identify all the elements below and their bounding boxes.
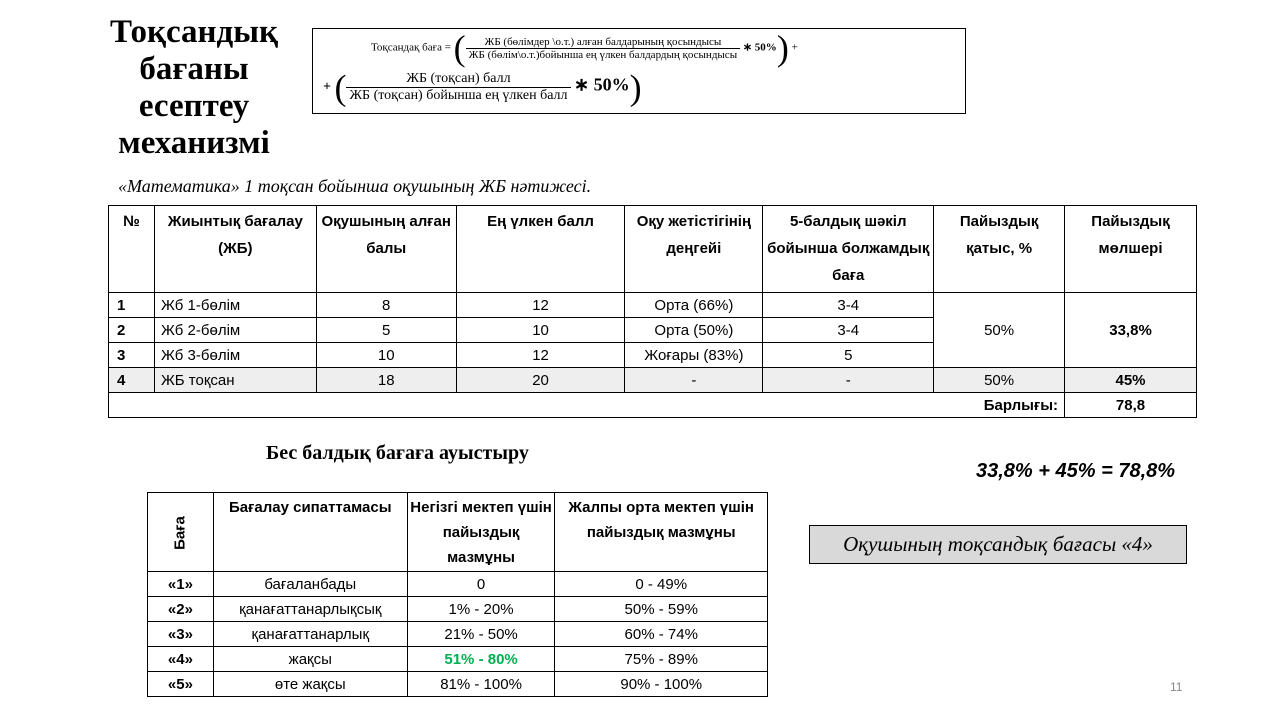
achievement-level: Орта (66%) bbox=[625, 293, 763, 318]
max-score: 12 bbox=[456, 293, 625, 318]
row-number: 3 bbox=[109, 343, 155, 368]
table-row bbox=[148, 597, 768, 622]
predicted-grade: 3-4 bbox=[763, 293, 934, 318]
title-line: Тоқсандық bbox=[109, 14, 279, 50]
fraction-denominator: ЖБ (бөлім\о.т.)бойынша ең үлкен балдардың қосындысы bbox=[466, 48, 740, 61]
general-school-range: 60% - 74% bbox=[555, 622, 768, 647]
grade-description: қанағаттанарлық bbox=[213, 622, 407, 647]
column-header: 5-балдық шәкіл бойынша болжамдық баға bbox=[763, 206, 934, 293]
general-school-range: 90% - 100% bbox=[555, 672, 768, 697]
grade-value: «5» bbox=[148, 672, 214, 697]
basic-school-range: 81% - 100% bbox=[407, 672, 555, 697]
grade-description: қанағаттанарлықсық bbox=[213, 597, 407, 622]
predicted-grade: 5 bbox=[763, 343, 934, 368]
predicted-grade: 3-4 bbox=[763, 318, 934, 343]
grade-value: «2» bbox=[148, 597, 214, 622]
column-header: Оқушының алған балы bbox=[316, 206, 456, 293]
percentage-ratio: 50% bbox=[934, 293, 1065, 368]
title-line: механизмі bbox=[118, 125, 270, 161]
slide-title bbox=[88, 14, 300, 162]
grade-conversion-table bbox=[147, 492, 768, 697]
basic-school-range-highlighted: 51% - 80% bbox=[407, 647, 555, 672]
title-line: бағаны bbox=[139, 51, 249, 87]
section-heading: Бес балдық бағаға ауыстыру bbox=[266, 442, 529, 464]
final-grade-box: Оқушының тоқсандық бағасы «4» bbox=[809, 525, 1187, 564]
column-header: Ең үлкен балл bbox=[456, 206, 625, 293]
column-header: Оқу жетістігінің деңгейі bbox=[625, 206, 763, 293]
column-header: № bbox=[109, 206, 155, 293]
grade-description: өте жақсы bbox=[213, 672, 407, 697]
assessment-name: ЖБ тоқсан bbox=[154, 368, 316, 393]
column-header: Негізгі мектеп үшін пайыздық мазмұны bbox=[407, 493, 555, 572]
column-header: Жиынтық бағалау (ЖБ) bbox=[154, 206, 316, 293]
fraction-numerator: ЖБ (тоқсан) балл bbox=[406, 71, 511, 86]
formula-fraction-2 bbox=[346, 71, 570, 104]
assessment-name: Жб 3-бөлім bbox=[154, 343, 316, 368]
fraction-denominator: ЖБ (тоқсан) бойынша ең үлкен балл bbox=[346, 87, 570, 104]
column-header: Пайыздық мөлшері bbox=[1065, 206, 1197, 293]
total-value: 78,8 bbox=[1065, 393, 1197, 418]
assessment-name: Жб 2-бөлім bbox=[154, 318, 316, 343]
grade-description: жақсы bbox=[213, 647, 407, 672]
achievement-level: Орта (50%) bbox=[625, 318, 763, 343]
general-school-range: 75% - 89% bbox=[555, 647, 768, 672]
row-number: 2 bbox=[109, 318, 155, 343]
grade-description: бағаланбады bbox=[213, 572, 407, 597]
table-header-row bbox=[109, 206, 1197, 293]
table-row bbox=[148, 572, 768, 597]
column-header bbox=[148, 493, 214, 572]
grade-value: «4» bbox=[148, 647, 214, 672]
table-row bbox=[148, 647, 768, 672]
total-row bbox=[109, 393, 1197, 418]
formula-lhs: Тоқсандақ баға = bbox=[371, 41, 451, 54]
row-number: 4 bbox=[109, 368, 155, 393]
formula-fraction-1 bbox=[466, 36, 740, 61]
total-label: Барлығы: bbox=[109, 393, 1065, 418]
formula-line-1: Тоқсандақ баға = ( $\frac{\text{ЖБ (бөлімдер \textbackslash{}о.т.) алған балдарының қосындысы}}{\text{ЖБ (бөлім\textbackslash{}о.т.)бойынша ең үлкен балдардың қосындысы}}$ ∗ 50%) + bbox=[371, 28, 798, 68]
achievement-level: - bbox=[625, 368, 763, 393]
general-school-range: 0 - 49% bbox=[555, 572, 768, 597]
formula-box bbox=[312, 28, 966, 114]
row-number: 1 bbox=[109, 293, 155, 318]
formula-multiplier: ∗ 50% bbox=[742, 41, 777, 54]
general-school-range: 50% - 59% bbox=[555, 597, 768, 622]
grade-value: «3» bbox=[148, 622, 214, 647]
column-header: Бағалау сипаттамасы bbox=[213, 493, 407, 572]
formula-line-2: + ( $\frac{\text{ЖБ (тоқсан) балл}}{\text{ЖБ (тоқсан) бойынша ең үлкен балл}}$ ∗ 50%) bbox=[323, 67, 642, 108]
column-header: Пайыздық қатыс, % bbox=[934, 206, 1065, 293]
grade-value: «1» bbox=[148, 572, 214, 597]
predicted-grade: - bbox=[763, 368, 934, 393]
table-header-row bbox=[148, 493, 768, 572]
student-score: 5 bbox=[316, 318, 456, 343]
student-score: 8 bbox=[316, 293, 456, 318]
max-score: 10 bbox=[456, 318, 625, 343]
table-row bbox=[109, 368, 1197, 393]
results-table bbox=[108, 205, 1197, 418]
student-score: 18 bbox=[316, 368, 456, 393]
table-row bbox=[148, 672, 768, 697]
table-caption: «Математика» 1 тоқсан бойынша оқушының ЖБ нәтижесі. bbox=[118, 176, 592, 196]
grade-header-rotated: Баға bbox=[171, 516, 189, 550]
student-score: 10 bbox=[316, 343, 456, 368]
percentage-ratio: 50% bbox=[934, 368, 1065, 393]
column-header: Жалпы орта мектеп үшін пайыздық мазмұны bbox=[555, 493, 768, 572]
formula-plus: + bbox=[323, 79, 331, 95]
formula-multiplier: ∗ 50% bbox=[574, 74, 630, 95]
percentage-amount: 45% bbox=[1065, 368, 1197, 393]
table-row bbox=[148, 622, 768, 647]
title-line: есептеу bbox=[138, 88, 250, 124]
fraction-numerator: ЖБ (бөлімдер \о.т.) алған балдарының қосындысы bbox=[484, 35, 722, 48]
table-row bbox=[109, 293, 1197, 318]
max-score: 12 bbox=[456, 343, 625, 368]
achievement-level: Жоғары (83%) bbox=[625, 343, 763, 368]
basic-school-range: 1% - 20% bbox=[407, 597, 555, 622]
assessment-name: Жб 1-бөлім bbox=[154, 293, 316, 318]
basic-school-range: 0 bbox=[407, 572, 555, 597]
basic-school-range: 21% - 50% bbox=[407, 622, 555, 647]
formula-plus: + bbox=[791, 41, 798, 54]
max-score: 20 bbox=[456, 368, 625, 393]
sum-equation: 33,8% + 45% = 78,8% bbox=[976, 460, 1176, 482]
percentage-amount: 33,8% bbox=[1065, 293, 1197, 368]
slide-number: 11 bbox=[1170, 680, 1183, 694]
